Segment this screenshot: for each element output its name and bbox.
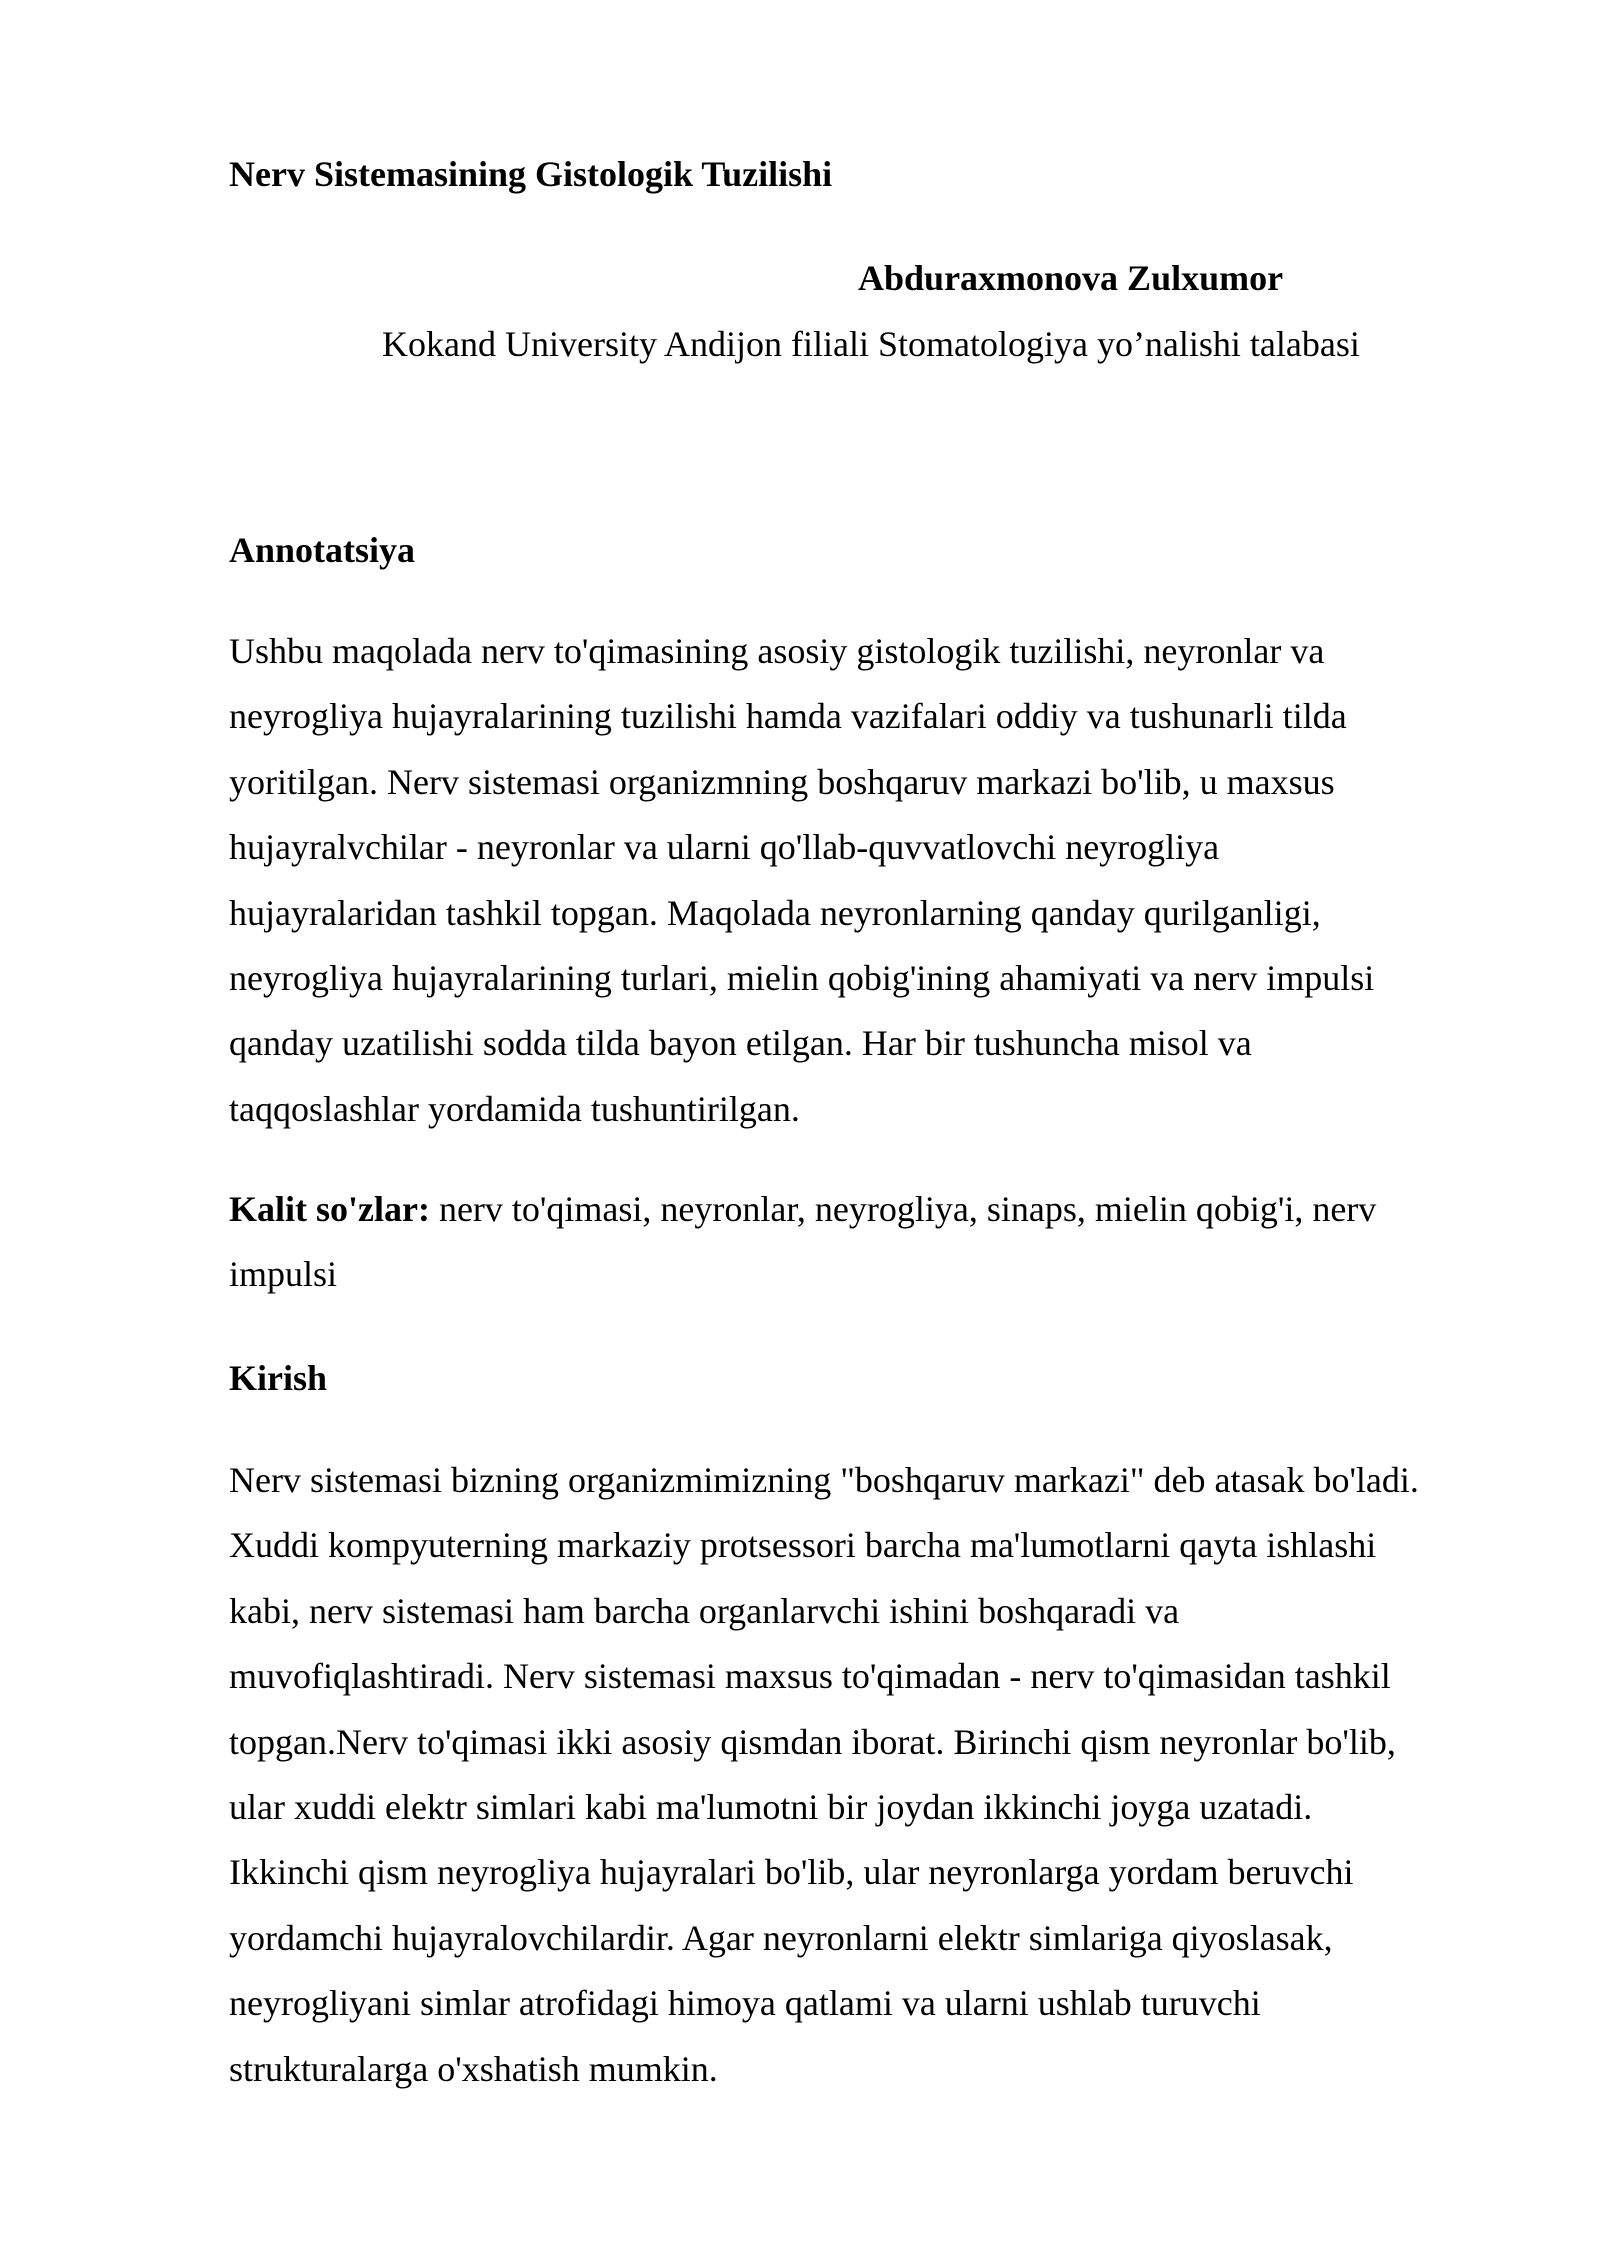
keywords-label: Kalit so'zlar: xyxy=(229,1189,430,1229)
introduction-line: Xuddi kompyuterning markaziy protsessori barcha ma'lumotlarni qayta ishlashi xyxy=(229,1525,1377,1566)
introduction-line: strukturalarga o'xshatish mumkin. xyxy=(229,2048,718,2089)
introduction-heading: Kirish xyxy=(229,1358,328,1398)
annotation-heading: Annotatsiya xyxy=(229,530,416,570)
introduction-line: ular xuddi elektr simlari kabi ma'lumotni bir joydan ikkinchi joyga uzatadi. xyxy=(229,1787,1313,1828)
introduction-line: Nerv sistemasi bizning organizmimizning "boshqaruv markazi" deb atasak bo'ladi. xyxy=(229,1460,1419,1500)
annotation-line: neyrogliya hujayralarining tuzilishi hamda vazifalari oddiy va tushunarli tilda xyxy=(229,696,1347,737)
author-name: Abduraxmonova Zulxumor xyxy=(858,258,1284,298)
annotation-paragraph xyxy=(229,619,1489,1142)
document-title: Nerv Sistemasining Gistologik Tuzilishi xyxy=(229,154,833,194)
introduction-line: topgan.Nerv to'qimasi ikki asosiy qismdan iborat. Birinchi qism neyronlar bo'lib, xyxy=(229,1721,1396,1762)
annotation-line: qanday uzatilishi sodda tilda bayon etilgan. Har bir tushuncha misol va xyxy=(229,1023,1252,1064)
introduction-line: muvofiqlashtiradi. Nerv sistemasi maxsus to'qimadan - nerv to'qimasidan tashkil xyxy=(229,1656,1391,1697)
introduction-line: kabi, nerv sistemasi ham barcha organlarvchi ishini boshqaradi va xyxy=(229,1590,1180,1631)
annotation-line: neyrogliya hujayralarining turlari, mielin qobig'ining ahamiyati va nerv impulsi xyxy=(229,958,1375,999)
keywords-line xyxy=(229,1177,1489,1242)
annotation-line: Ushbu maqolada nerv to'qimasining asosiy gistologik tuzilishi, neyronlar va xyxy=(229,631,1325,671)
introduction-line: yordamchi hujayralovchilardir. Agar neyronlarni elektr simlariga qiyoslasak, xyxy=(229,1917,1333,1958)
annotation-line: hujayralvchilar - neyronlar va ularni qo'llab-quvvatlovchi neyrogliya xyxy=(229,827,1220,868)
annotation-line: yoritilgan. Nerv sistemasi organizmning boshqaruv markazi bo'lib, u maxsus xyxy=(229,761,1335,802)
introduction-line: Ikkinchi qism neyrogliya hujayralari bo'lib, ular neyronlarga yordam beruvchi xyxy=(229,1852,1354,1893)
keywords-line-continued: impulsi xyxy=(229,1254,338,1295)
annotation-line: taqqoslashlar yordamida tushuntirilgan. xyxy=(229,1088,800,1129)
author-affiliation: Kokand University Andijon filiali Stomatologiya yo’nalishi talabasi xyxy=(382,324,1360,364)
keywords-list: nerv to'qimasi, neyronlar, neyrogliya, sinaps, mielin qobig'i, nerv xyxy=(429,1189,1377,1229)
introduction-paragraph xyxy=(229,1448,1489,2102)
annotation-line: hujayralaridan tashkil topgan. Maqolada neyronlarning qanday qurilganligi, xyxy=(229,892,1321,933)
keywords-paragraph xyxy=(229,1177,1489,1308)
introduction-line: neyrogliyani simlar atrofidagi himoya qatlami va ularni ushlab turuvchi xyxy=(229,1983,1261,2024)
